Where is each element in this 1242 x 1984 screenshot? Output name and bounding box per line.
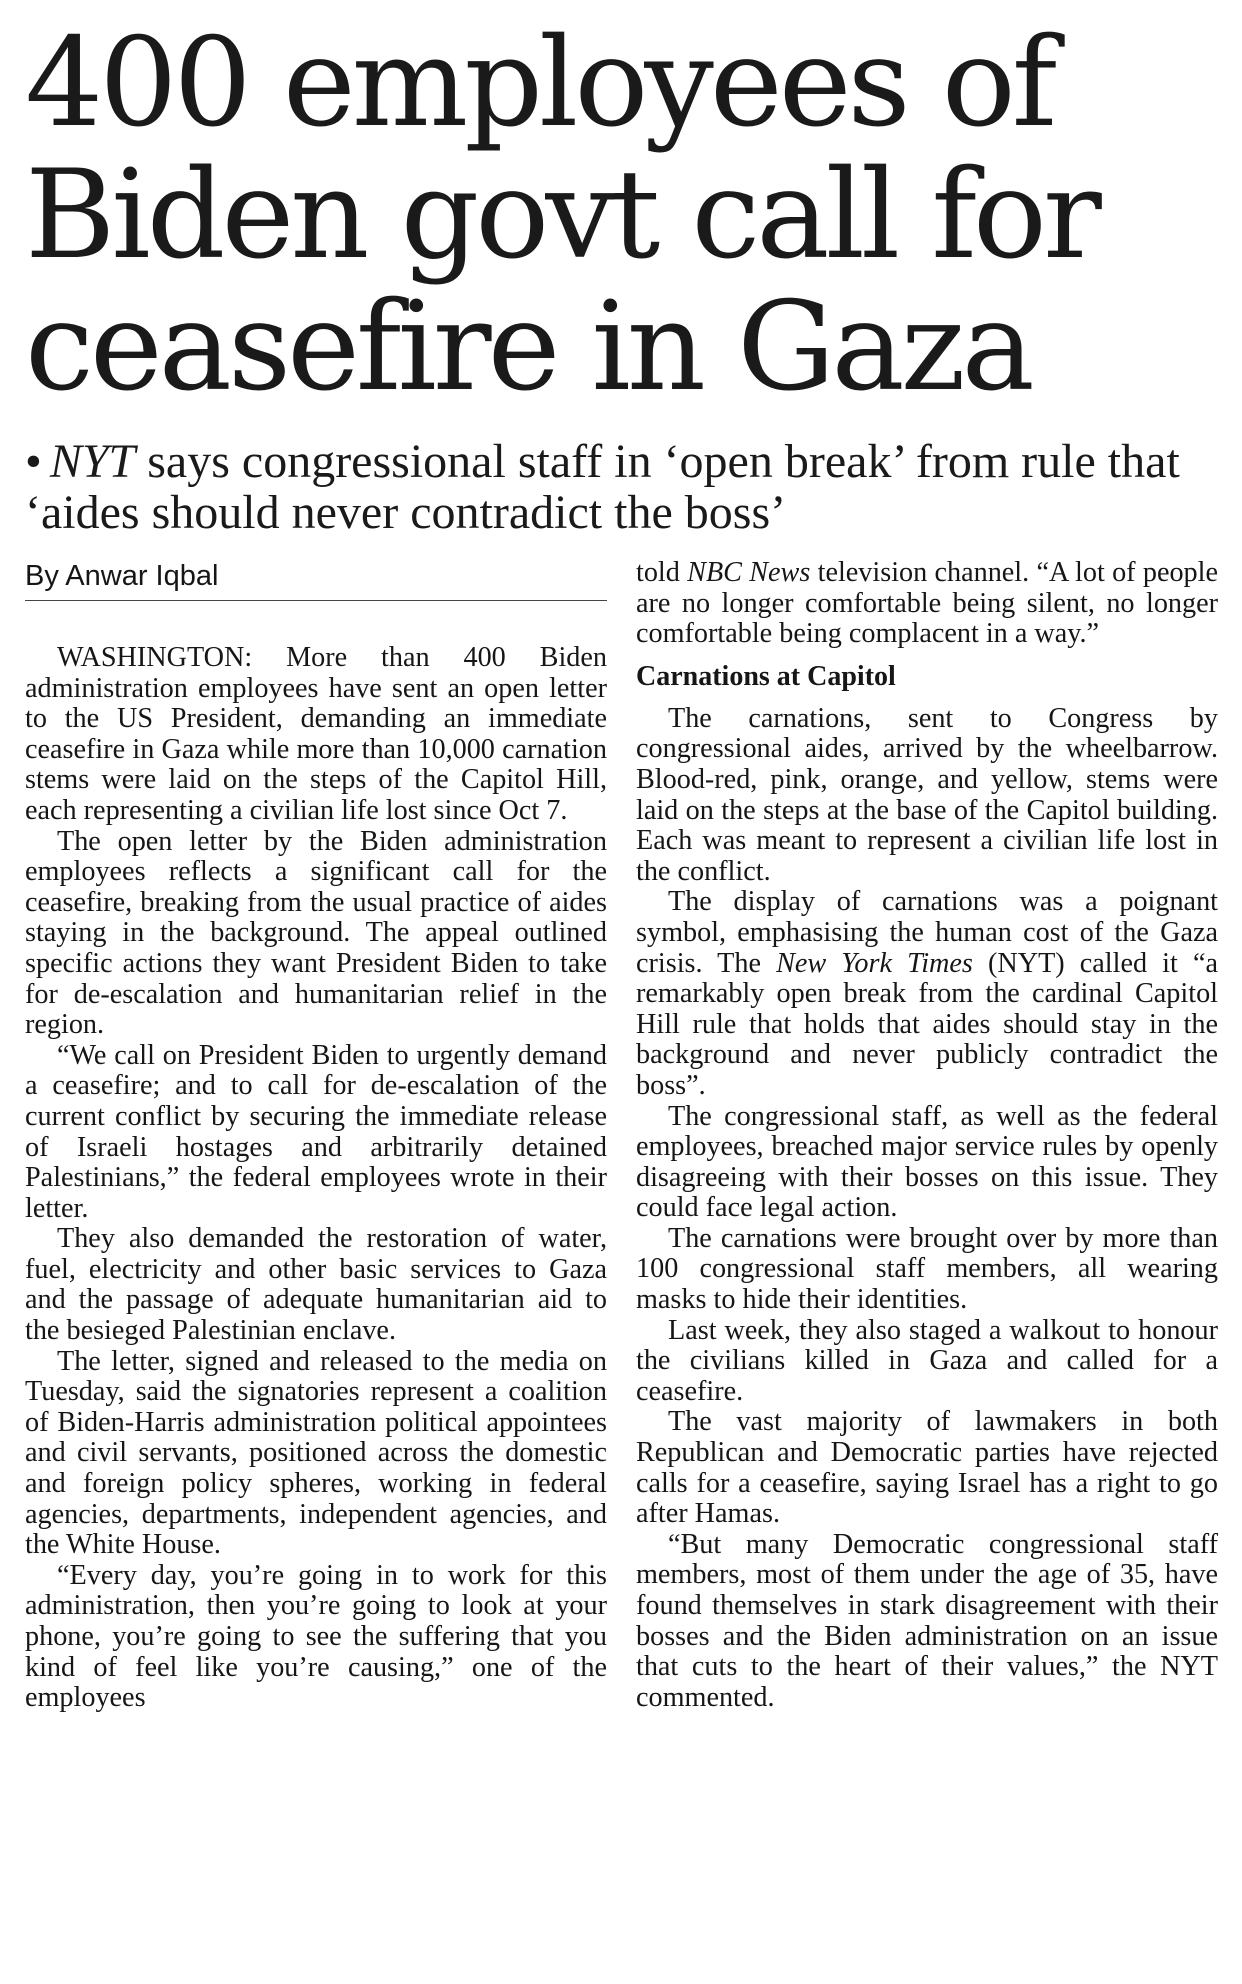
subhead	[25, 436, 1218, 538]
paragraph: The letter, signed and released to the media on Tuesday, said the signatories represent a coalition of Biden-Harris administration political appointees and civil servants, positioned across the domestic and foreign policy spheres, working in federal agencies, departments, independent agencies, and the White House.	[25, 1345, 607, 1561]
right-column	[636, 558, 1218, 1714]
paragraph: The vast majority of lawmakers in both Republican and Democratic parties have rejected calls for a ceasefire, saying Israel has a right to go after Hamas.	[636, 1406, 1218, 1530]
paragraph	[636, 887, 1218, 1101]
paragraph: The carnations were brought over by more than 100 congressional staff members, all wearing masks to hide their identities.	[636, 1222, 1218, 1316]
paragraph: The open letter by the Biden administration employees reflects a significant call for the ceasefire, breaking from the usual practice of aides staying in the background. The appeal outlined specific actions they want President Biden to take for de-escalation and humanitarian relief in the region.	[25, 825, 607, 1041]
headline: 400 employees of Biden govt call for ceasefire in Gaza	[25, 12, 1098, 419]
left-column	[25, 558, 607, 1714]
text-run: television channel. “A lot of people are no longer comfortable being silent, no longer comfortable being complacent in a way.”	[636, 557, 1218, 650]
paragraph: The congressional staff, as well as the federal employees, breached major service rules by openly disagreeing with their bosses on this issue. They could face legal action.	[636, 1100, 1218, 1224]
subhead-text: says congressional staff in ‘open break’ from rule that ‘aides should never contradict the boss’	[25, 435, 1180, 539]
paragraph: They also demanded the restoration of water, fuel, electricity and other basic services to Gaza and the passage of adequate humanitarian aid to the besieged Palestinian enclave.	[25, 1223, 607, 1347]
bullet-icon: •	[25, 435, 42, 488]
subhead-italic-lead: NYT	[49, 435, 136, 488]
paragraph: “We call on President Biden to urgently demand a ceasefire; and to call for de-escalation of the current conflict by securing the immediate release of Israeli hostages and arbitrarily detained Palestinians,” the federal employees wrote in their letter.	[25, 1039, 607, 1224]
publication-name: NBC News	[687, 557, 811, 588]
crosshead: Carnations at Capitol	[636, 660, 896, 692]
text-run: The display of carnations was a poignant symbol, emphasising the human cost of the Gaza crisis. The	[636, 886, 1218, 979]
text-run: (NYT) called it “a remarkably open break from the cardinal Capitol Hill rule that holds that aides should stay in the background and never publicly contradict the boss”.	[636, 947, 1218, 1101]
paragraph: The carnations, sent to Congress by congressional aides, arrived by the wheelbarrow. Blood-red, pink, orange, and yellow, stems were laid on the steps at the base of the Capitol building. Each was meant to represent a civilian life lost in the conflict.	[636, 702, 1218, 887]
paragraph: “But many Democratic congressional staff members, most of them under the age of 35, have found themselves in stark disagreement with their bosses and the Biden administration on an issue that cuts to the heart of their values,” the NYT commented.	[636, 1528, 1218, 1713]
paragraph: “Every day, you’re going in to work for this administration, then you’re going to look at your phone, you’re going to see the suffering that you kind of feel like you’re causing,” one of the employees	[25, 1559, 607, 1714]
article-columns	[25, 558, 1218, 1714]
byline: By Anwar Iqbal	[25, 558, 607, 601]
publication-name: New York Times	[776, 947, 973, 979]
text-run: told	[636, 557, 688, 588]
paragraph-continued	[636, 558, 1218, 650]
paragraph: Last week, they also staged a walkout to honour the civilians killed in Gaza and called for a ceasefire.	[636, 1314, 1218, 1407]
paragraph: WASHINGTON: More than 400 Biden administration employees have sent an open letter to the US President, demanding an immediate ceasefire in Gaza while more than 10,000 carnation stems were laid on the steps of the Capitol Hill, each representing a civilian life lost since Oct 7.	[25, 642, 607, 826]
